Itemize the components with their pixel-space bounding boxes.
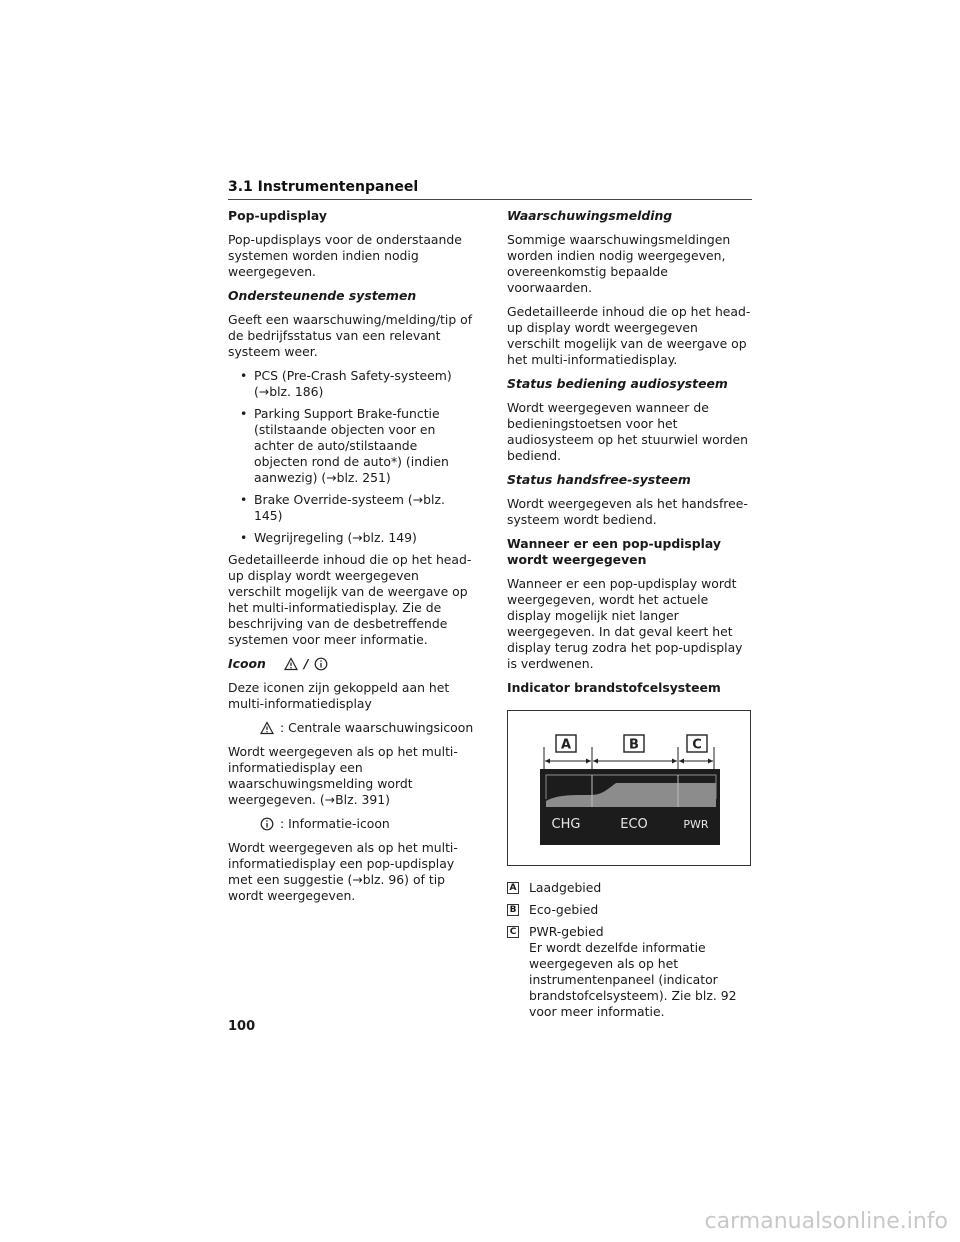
heading-support-systems: Ondersteunende systemen xyxy=(228,288,417,303)
paragraph: Wordt weergegeven als op het multi-informatiedisplay een pop-updisplay met een suggestie (→blz. 96) of tip wordt weergegeven. xyxy=(228,840,458,903)
paragraph: Gedetailleerde inhoud die op het head-up display wordt weergegeven verschilt mogelijk van de weergave op het multi-informatiedisplay. xyxy=(507,304,751,367)
info-icon-row xyxy=(228,816,474,832)
paragraph: Wanneer er een pop-updisplay wordt weergegeven, wordt het actuele display mogelijk niet langer weergegeven. In dat geval keert het display terug zodra het pop-updisplay is verdwenen. xyxy=(507,576,743,671)
heading-audio-status: Status bediening audiosysteem xyxy=(507,376,728,391)
label-a: A xyxy=(560,737,572,753)
paragraph: Wordt weergegeven als op het multi-informatiedisplay een waarschuwingsmelding wordt weergegeven. (→Blz. 391) xyxy=(228,744,458,807)
legend-text: PWR-gebied xyxy=(529,924,604,939)
paragraph: Pop-updisplays voor de onderstaande systemen worden indien nodig weergegeven. xyxy=(228,232,462,279)
list-item: • Parking Support Brake-functie (stilstaande objecten voor en achter de auto/stilstaande objecten rond de auto*) (indien aanwezig) (→blz. 251) xyxy=(228,406,474,486)
right-column xyxy=(507,208,753,1026)
zone-chg-label: CHG xyxy=(551,817,581,832)
zone-pwr-label: PWR xyxy=(683,818,709,831)
warning-icon-label: : Centrale waarschuwingsicoon xyxy=(280,720,474,735)
legend-text: Eco-gebied xyxy=(529,902,599,917)
left-column xyxy=(228,208,474,912)
heading-handsfree-status: Status handsfree-systeem xyxy=(507,472,691,487)
legend-body xyxy=(529,924,753,1020)
legend-key: C xyxy=(507,926,519,938)
info-circle-icon xyxy=(314,657,328,671)
heading-icons-slash: / xyxy=(303,656,309,671)
heading-icons xyxy=(228,656,474,672)
paragraph: Geeft een waarschuwing/melding/tip of de bedrijfsstatus van een relevant systeem weer. xyxy=(228,312,473,359)
legend-item-a xyxy=(507,880,753,896)
info-circle-icon xyxy=(260,817,274,831)
paragraph: Deze iconen zijn gekoppeld aan het multi-informatiedisplay xyxy=(228,680,450,711)
header-rule xyxy=(228,199,752,200)
list-item: • Brake Override-systeem (→blz. 145) xyxy=(228,492,474,524)
list-item: • PCS (Pre-Crash Safety-systeem) (→blz. 186) xyxy=(228,368,474,400)
legend-text: Laadgebied xyxy=(529,880,602,895)
section-title: 3.1 Instrumentenpaneel xyxy=(228,179,419,195)
fuel-cell-indicator-figure xyxy=(507,710,751,866)
heading-fuel-cell-indicator: Indicator brandstofcelsysteem xyxy=(507,680,721,695)
heading-popup-display: Pop-updisplay xyxy=(228,208,327,223)
info-icon-label: : Informatie-icoon xyxy=(280,816,390,831)
paragraph: Sommige waarschuwingsmeldingen worden indien nodig weergegeven, overeenkomstig bepaalde voorwaarden. xyxy=(507,232,731,295)
warning-icon-row xyxy=(228,720,474,736)
heading-warning-message: Waarschuwingsmelding xyxy=(507,208,673,223)
zone-eco-label: ECO xyxy=(620,817,648,832)
list-item: • Wegrijregeling (→blz. 149) xyxy=(228,530,474,546)
legend-key: A xyxy=(507,882,519,894)
legend-note: Er wordt dezelfde informatie weergegeven als op het instrumentenpaneel (indicator brandstofcelsysteem). Zie blz. 92 voor meer informatie. xyxy=(529,940,737,1019)
paragraph: Gedetailleerde inhoud die op het head-up display wordt weergegeven verschilt mogelijk van de weergave op het multi-informatiedisplay. Zie de beschrijving van de desbetreffende systemen voor meer informatie. xyxy=(228,552,472,647)
warning-triangle-icon xyxy=(260,721,274,735)
label-c: C xyxy=(692,737,702,753)
section-header xyxy=(228,178,752,200)
heading-popup-shown: Wanneer er een pop-updisplay wordt weergegeven xyxy=(507,536,721,567)
fuel-cell-indicator-illustration xyxy=(508,711,750,865)
label-b: B xyxy=(629,737,639,753)
warning-triangle-icon xyxy=(284,657,298,671)
paragraph: Wordt weergegeven wanneer de bedieningstoetsen voor het audiosysteem op het stuurwiel worden bediend. xyxy=(507,400,748,463)
paragraph: Wordt weergegeven als het handsfree-systeem wordt bediend. xyxy=(507,496,748,527)
legend-key: B xyxy=(507,904,519,916)
page-number: 100 xyxy=(228,1019,256,1034)
watermark: carmanualsonline.info xyxy=(704,1209,948,1234)
legend-item-b xyxy=(507,902,753,918)
legend-item-c xyxy=(507,924,753,1020)
heading-icons-label: Icoon xyxy=(228,656,266,671)
